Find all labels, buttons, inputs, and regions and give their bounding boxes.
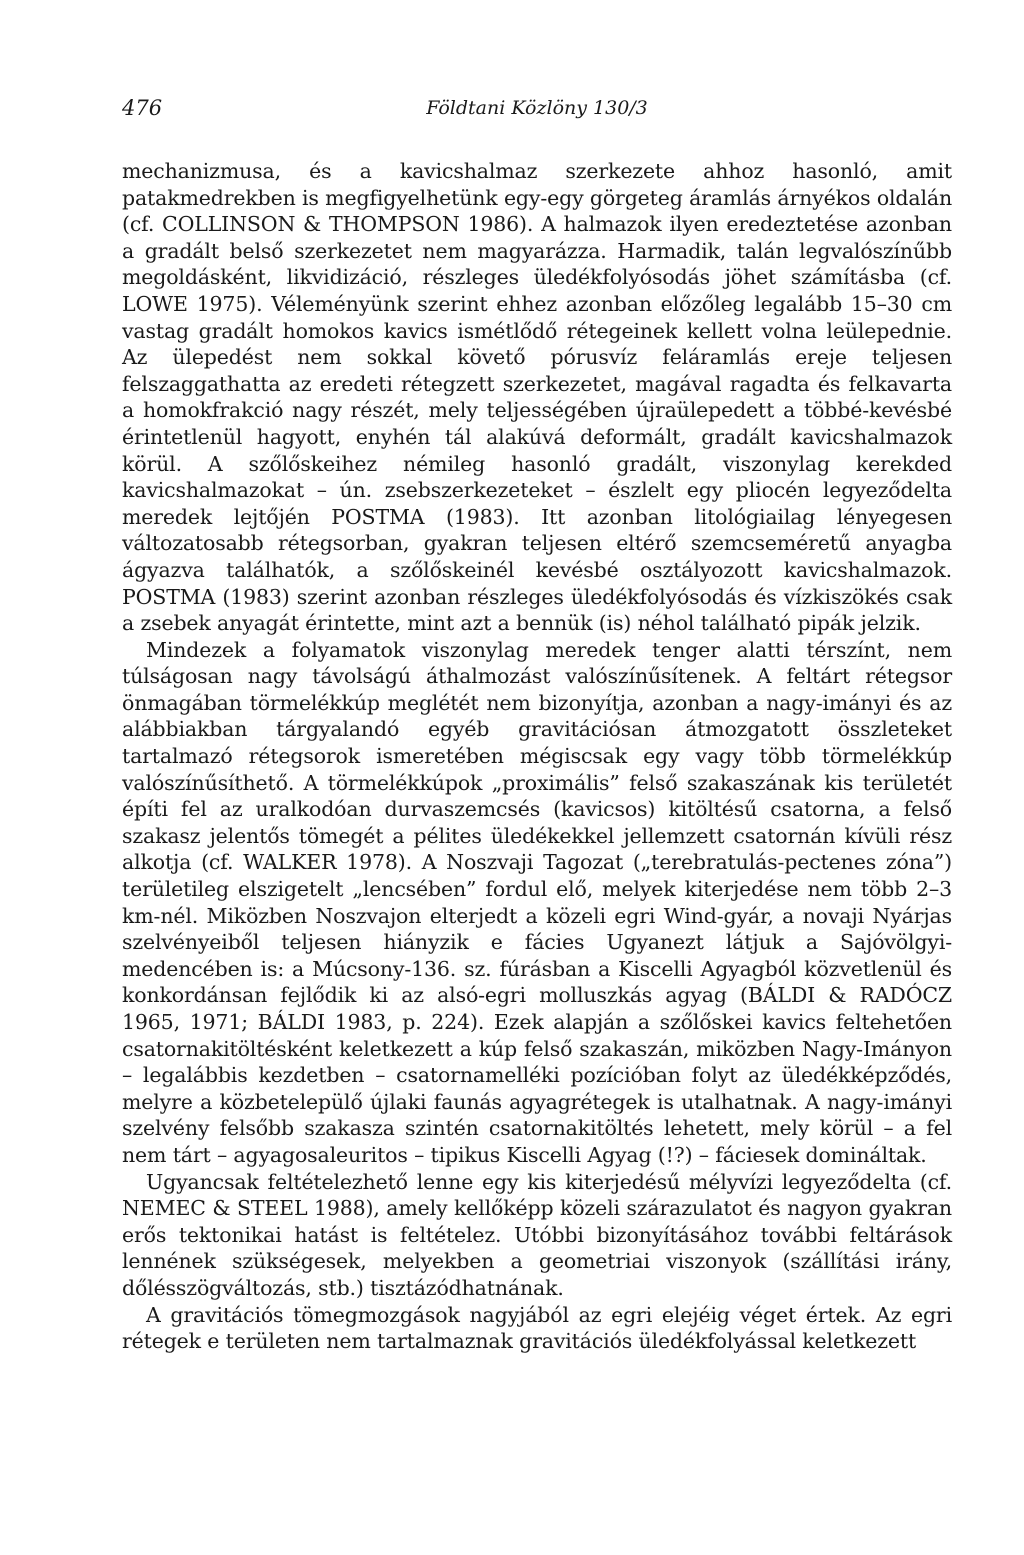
body-text: [122, 158, 952, 1355]
running-head: [122, 96, 952, 122]
paragraph-2: Mindezek a folyamatok viszonylag meredek tenger alatti térszínt, nem túlságosan nagy távolságú áthalmozást valószínűsítenek. A feltárt rétegsor önmagában törmelékkúp meglétét nem bizonyítja, azonban a nagy-imányi és az alábbiakban tárgyalandó egyéb gravitációsan átmozgatott összleteket tartalmazó rétegsorok ismeretében mégiscsak egy vagy több törmelékkúp valószínűsíthető. A törmelékkúpok „proximális” felső szakaszának kis területét építi fel az uralkodóan durvaszemcsés (kavicsos) kitöltésű csatorna, a felső szakasz jelentős tömegét a pélites üledékekkel jellemzett csatornán kívüli rész alkotja (cf. WALKER 1978). A Noszvaji Tagozat („terebratulás-pectenes zóna”) területileg elszigetelt „lencsében” fordul elő, melyek kiterjedése nem több 2–3 km-nél. Miközben Noszvajon elterjedt a közeli egri Wind-gyár, a novaji Nyárjas szelvényeiből teljesen hiányzik e fácies Ugyanezt látjuk a Sajóvölgyi-medencében is: a Múcsony-136. sz. fúrásban a Kiscelli Agyagból közvetlenül és konkordánsan fejlődik ki az alsó-egri molluszkás agyag (BÁLDI & RADÓCZ 1965, 1971; BÁLDI 1983, p. 224). Ezek alapján a szőlőskei kavics feltehetően csatornakitöltésként keletkezett a kúp felső szakaszán, miközben Nagy-Imányon – legalábbis kezdetben – csatornamelléki pozícióban folyt az üledékképződés, melyre a közbetelepülő újlaki faunás agyagrétegek is utalhatnak. A nagy-imányi szelvény felsőbb szakasza szintén csatornakitöltés lehetett, mely körül – a fel nem tárt – agyagosaleuritos – tipikus Kiscelli Agyag (!?) – fáciesek domináltak.: [122, 637, 952, 1167]
page-number: 476: [122, 96, 163, 120]
paragraph-3: Ugyancsak feltételezhető lenne egy kis kiterjedésű mélyvízi legyeződelta (cf. NEMEC & STEEL 1988), amely kellőképp közeli szárazulatot és nagyon gyakran erős tektonikai hatást is feltételez. Utóbbi bizonyításához további feltárások lennének szükségesek, melyekben a geometriai viszonyok (szállítási irány, dőlésszögváltozás, stb.) tisztázódhatnának.: [122, 1169, 952, 1300]
paragraph-4: A gravitációs tömegmozgások nagyjából az egri elejéig véget értek. Az egri rétegek e területen nem tartalmaznak gravitációs üledékfolyással keletkezett: [122, 1302, 952, 1354]
journal-title: Földtani Közlöny 130/3: [426, 97, 648, 119]
paragraph-1: mechanizmusa, és a kavicshalmaz szerkezete ahhoz hasonló, amit patakmedrekben is megfigyelhetünk egy-egy görgeteg áramlás árnyékos oldalán (cf. COLLINSON & THOMPSON 1986). A halmazok ilyen eredeztetése azonban a gradált belső szerkezetet nem magyarázza. Harmadik, talán legvalószínűbb megoldásként, likvidizáció, részleges üledékfolyósodás jöhet számításba (cf. LOWE 1975). Véleményünk szerint ehhez azonban előzőleg legalább 15–30 cm vastag gradált homokos kavics ismétlődő rétegeinek kellett volna leülepednie. Az ülepedést nem sokkal követő pórusvíz feláramlás ereje teljesen felszaggathatta az eredeti rétegzett szerkezetet, magával ragadta és felkavarta a homokfrakció nagy részét, mely teljességében újraülepedett a többé-kevésbé érintetlenül hagyott, enyhén tál alakúvá deformált, gradált kavicshalmazok körül. A szőlőskeihez némileg hasonló gradált, viszonylag kerekded kavicshalmazokat – ún. zsebszerkezeteket – észlelt egy pliocén legyeződelta meredek lejtőjén POSTMA (1983). Itt azonban litológiailag lényegesen változatosabb rétegsorban, gyakran teljesen eltérő szemcseméretű anyagba ágyazva találhatók, a szőlőskeinél kevésbé osztályozott kavicshalmazok. POSTMA (1983) szerint azonban részleges üledékfolyósodás és vízkiszökés csak a zsebek anyagát érintette, mint azt a bennük (is) néhol található pipák jelzik.: [122, 159, 952, 636]
